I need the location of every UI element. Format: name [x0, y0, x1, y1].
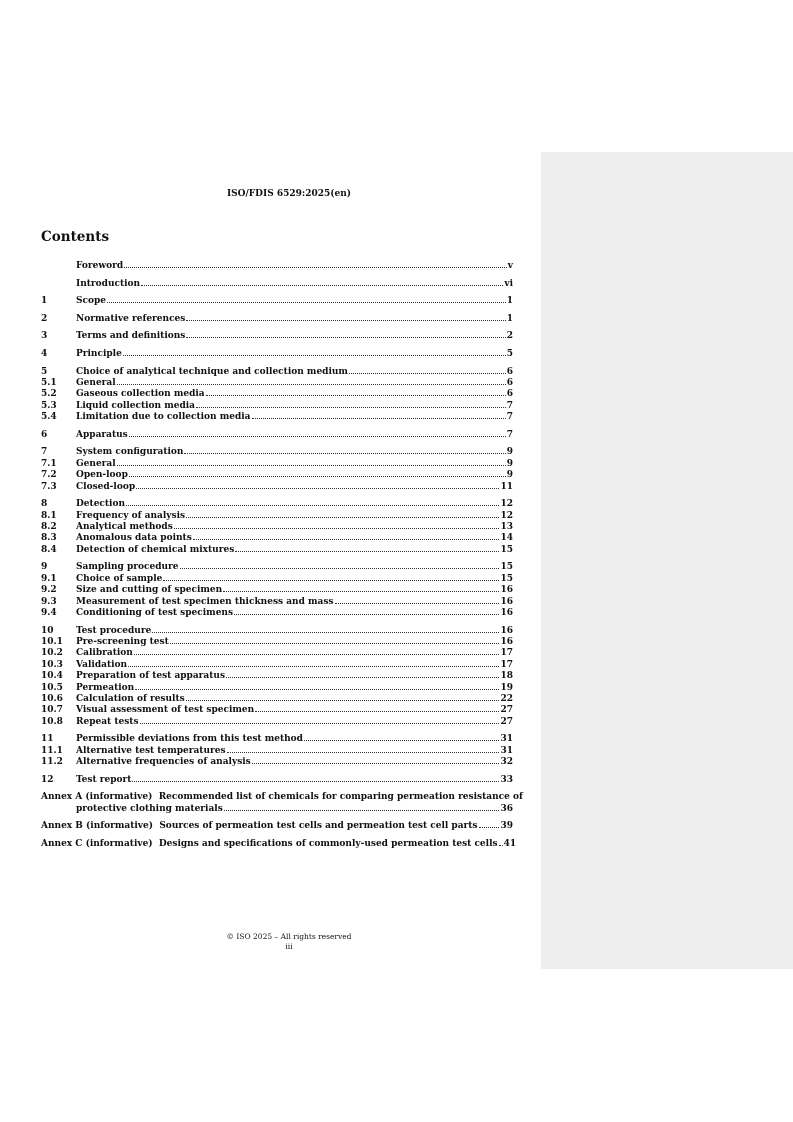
annex-a-title-line1: Recommended list of chemicals for comparing permeation resistance of	[158, 792, 523, 803]
toc-entry-number: 7.3	[41, 481, 57, 492]
toc-entry-number: 8.2	[41, 522, 57, 532]
toc-leader-dots	[223, 591, 499, 592]
toc-entry-title: Choice of analytical technique and collection medium	[76, 366, 348, 377]
toc-entry-page: 15	[500, 573, 513, 584]
toc-leader-dots	[252, 418, 506, 419]
toc-entry[interactable]	[41, 648, 513, 659]
toc-entry-title: Calculation of results	[76, 694, 185, 705]
toc-entry[interactable]	[41, 637, 513, 648]
toc-entry[interactable]	[41, 597, 513, 608]
toc-entry-number: 10.6	[41, 694, 63, 705]
toc-entry-page: 19	[500, 682, 513, 693]
toc-entry-title: Alternative test temperatures	[76, 745, 226, 756]
comment-pane	[541, 152, 793, 969]
toc-entry[interactable]	[41, 331, 513, 342]
toc-entry-number: 5.3	[41, 400, 57, 411]
toc-entry-number: 1	[41, 296, 48, 307]
toc-entry-page: 22	[500, 694, 513, 705]
toc-leader-dots	[117, 465, 506, 466]
toc-annex-b[interactable]	[41, 821, 513, 832]
toc-entry-title: Test procedure	[76, 625, 152, 636]
toc-entry[interactable]	[41, 734, 513, 745]
toc-leader-dots	[186, 320, 505, 321]
toc-entry-page: 6	[506, 366, 513, 377]
toc-leader-dots	[234, 614, 499, 615]
annex-c-page: 41	[503, 839, 517, 850]
toc-entry-number: 8.4	[41, 544, 57, 555]
toc-entry-page: 32	[500, 757, 513, 768]
toc-entry-title: Alternative frequencies of analysis	[76, 757, 251, 768]
toc-entry[interactable]	[41, 545, 513, 556]
toc-entry-number: 8.3	[41, 533, 57, 544]
toc-entry[interactable]	[41, 296, 513, 307]
toc-leader-dots	[140, 723, 500, 724]
toc-entry-page: 7	[506, 429, 513, 440]
toc-entry-title: General	[76, 377, 116, 388]
toc-entry-title: Permeation	[76, 682, 135, 693]
toc-entry-page: 7	[506, 412, 513, 423]
toc-entry-title: Detection	[76, 499, 126, 510]
table-of-contents	[41, 261, 523, 850]
toc-entry-number: 11.1	[41, 745, 63, 756]
toc-entry-page: 9	[506, 470, 513, 481]
toc-leader-dots	[180, 568, 500, 569]
toc-entry-number: 10.4	[41, 671, 63, 682]
toc-entry-title: Closed-loop	[76, 481, 136, 492]
toc-entry[interactable]	[41, 314, 513, 325]
toc-entry-number: 10	[41, 625, 54, 636]
toc-entry-title: Test report	[76, 774, 132, 785]
toc-leader-dots	[129, 476, 506, 477]
toc-entry[interactable]	[41, 499, 513, 510]
toc-entry-number: 9.3	[41, 596, 57, 607]
toc-entry-title: Gaseous collection media	[76, 389, 205, 400]
toc-leader-dots	[117, 384, 506, 385]
toc-leader-dots	[152, 632, 499, 633]
toc-entry-number: 11.2	[41, 757, 63, 768]
annex-b-page: 39	[500, 821, 513, 832]
toc-entry[interactable]	[41, 412, 513, 423]
page-number: iii	[285, 942, 293, 951]
copyright-notice: © ISO 2025 – All rights reserved	[226, 932, 352, 941]
toc-entry-number: 10.5	[41, 682, 63, 693]
toc-entry-title: Pre-screening test	[76, 637, 169, 648]
page-footer	[0, 932, 578, 952]
toc-leader-dots	[335, 603, 500, 604]
toc-entry[interactable]	[41, 511, 513, 522]
toc-entry[interactable]	[41, 683, 513, 694]
toc-entry-title: Detection of chemical mixtures	[76, 544, 235, 555]
toc-entry[interactable]	[41, 533, 513, 544]
toc-entry-page: 31	[500, 734, 513, 745]
toc-entry[interactable]	[41, 261, 513, 272]
toc-leader-dots	[193, 539, 500, 540]
toc-entry-title: Anomalous data points	[76, 533, 192, 544]
toc-entry[interactable]	[41, 757, 513, 768]
toc-entry-page: 15	[500, 562, 513, 573]
annex-a-title-line2: protective clothing materials	[76, 803, 223, 814]
toc-entry-title: Foreword	[76, 261, 124, 271]
toc-entry-number: 7.1	[41, 458, 57, 469]
toc-annex-a[interactable]	[41, 792, 523, 815]
toc-entry-number: 5.2	[41, 389, 57, 400]
toc-leader-dots	[174, 528, 500, 529]
toc-entry-page: 9	[506, 447, 513, 458]
toc-entry[interactable]	[41, 378, 513, 389]
toc-entry-number: 10.8	[41, 716, 63, 727]
toc-entry[interactable]	[41, 430, 513, 441]
toc-entry-page: 1	[506, 313, 513, 324]
toc-entry-title: Normative references	[76, 313, 186, 324]
toc-entry-title: Liquid collection media	[76, 400, 196, 411]
toc-leader-dots	[136, 488, 499, 489]
toc-rows	[41, 261, 513, 786]
toc-leader-dots	[107, 302, 506, 303]
toc-leader-dots	[135, 689, 499, 690]
toc-leader-dots	[134, 654, 500, 655]
toc-entry-number: 4	[41, 348, 48, 359]
toc-entry[interactable]	[41, 694, 513, 705]
toc-entry[interactable]	[41, 389, 513, 400]
toc-leader-dots	[499, 845, 503, 846]
toc-leader-dots	[129, 436, 506, 437]
toc-entry-page: 9	[506, 458, 513, 469]
toc-entry-number: 12	[41, 774, 54, 785]
toc-leader-dots	[123, 355, 506, 356]
toc-entry-page: 16	[500, 596, 513, 607]
toc-leader-dots	[184, 453, 505, 454]
annex-a-label: Annex A (informative)	[41, 792, 153, 803]
toc-entry-page: 17	[500, 659, 513, 670]
toc-leader-dots	[126, 505, 499, 506]
toc-entry-number: 7	[41, 447, 48, 458]
toc-leader-dots	[141, 285, 503, 286]
toc-entry-number: 10.1	[41, 637, 63, 648]
toc-entry-page: 14	[500, 533, 513, 544]
toc-entry-number: 11	[41, 734, 54, 745]
toc-entry-page: 33	[500, 774, 513, 785]
toc-entry[interactable]	[41, 585, 513, 596]
toc-annex-c[interactable]	[41, 839, 517, 850]
toc-entry-page: 27	[500, 705, 513, 716]
toc-leader-dots	[186, 337, 505, 338]
toc-entry-number: 10.2	[41, 648, 63, 659]
toc-entry-page: 5	[506, 348, 513, 359]
toc-leader-dots	[227, 752, 500, 753]
toc-leader-dots	[255, 711, 499, 712]
toc-entry-page: 16	[500, 585, 513, 596]
toc-entry-number: 10.3	[41, 659, 63, 670]
toc-leader-dots	[163, 580, 499, 581]
toc-entry[interactable]	[41, 401, 513, 412]
annex-b-label: Annex B (informative)	[41, 821, 154, 832]
toc-entry-page: 6	[506, 389, 513, 400]
toc-entry-title: Open-loop	[76, 470, 128, 481]
document-header: ISO/FDIS 6529:2025(en)	[226, 189, 352, 199]
toc-entry[interactable]	[41, 562, 513, 573]
toc-entry-page: 31	[500, 745, 513, 756]
toc-entry-page: 16	[500, 625, 513, 636]
toc-entry[interactable]	[41, 279, 513, 290]
toc-entry[interactable]	[41, 482, 513, 493]
toc-entry-number: 5.4	[41, 412, 57, 423]
toc-entry-title: Conditioning of test specimens	[76, 608, 234, 619]
toc-leader-dots	[226, 677, 499, 678]
toc-entry-page: 13	[500, 522, 513, 532]
toc-entry-page: 1	[506, 296, 513, 307]
toc-entry-title: Size and cutting of specimen	[76, 585, 223, 596]
toc-leader-dots	[235, 551, 499, 552]
toc-entry-title: Validation	[76, 659, 128, 670]
toc-entry-title: Visual assessment of test specimen	[76, 705, 255, 716]
toc-entry-number: 5	[41, 366, 48, 377]
toc-entry-number: 7.2	[41, 470, 57, 481]
toc-leader-dots	[170, 643, 500, 644]
toc-entry-title: Permissible deviations from this test method	[76, 734, 303, 745]
contents-title: Contents	[41, 229, 110, 245]
toc-entry-page: 27	[500, 716, 513, 727]
toc-entry[interactable]	[41, 367, 513, 378]
toc-leader-dots	[124, 267, 507, 268]
toc-leader-dots	[128, 666, 499, 667]
annex-a-page: 36	[500, 803, 513, 814]
toc-entry-title: General	[76, 458, 116, 469]
toc-entry[interactable]	[41, 705, 513, 716]
toc-entry-title: Sampling procedure	[76, 562, 179, 573]
annex-c-label: Annex C (informative)	[41, 839, 153, 850]
toc-entry-page: 6	[506, 377, 513, 388]
toc-entry-page: 16	[500, 637, 513, 648]
toc-entry[interactable]	[41, 746, 513, 757]
toc-entry-title: Scope	[76, 296, 107, 307]
toc-leader-dots	[206, 395, 506, 396]
toc-leader-dots	[196, 407, 506, 408]
toc-entry-title: Terms and definitions	[76, 331, 186, 342]
toc-entry[interactable]	[41, 660, 513, 671]
toc-entry-number: 9	[41, 562, 48, 573]
annex-b-title: Sources of permeation test cells and permeation test cell parts	[159, 821, 478, 832]
toc-entry-number: 9.2	[41, 585, 57, 596]
toc-entry-number: 9.4	[41, 608, 57, 619]
annex-c-title: Designs and specifications of commonly-used permeation test cells	[158, 839, 498, 850]
toc-entry[interactable]	[41, 626, 513, 637]
toc-entry-title: Calibration	[76, 648, 133, 659]
toc-leader-dots	[186, 517, 499, 518]
toc-entry-title: Frequency of analysis	[76, 510, 186, 521]
toc-entry-title: Apparatus	[76, 429, 128, 440]
toc-entry-number: 5.1	[41, 377, 57, 388]
toc-entry[interactable]	[41, 717, 513, 728]
toc-entry-page: 7	[506, 400, 513, 411]
toc-entry-title: Limitation due to collection media	[76, 412, 251, 423]
toc-entry-title: Analytical methods	[76, 522, 173, 532]
toc-leader-dots	[224, 810, 500, 811]
toc-entry-number: 8	[41, 499, 48, 510]
toc-entry-page: v	[507, 261, 513, 271]
toc-entry[interactable]	[41, 574, 513, 585]
toc-entry[interactable]	[41, 447, 513, 458]
toc-leader-dots	[349, 373, 506, 374]
toc-entry-title: Principle	[76, 348, 122, 359]
toc-leader-dots	[304, 740, 500, 741]
toc-entry-number: 6	[41, 429, 48, 440]
toc-entry-page: 17	[500, 648, 513, 659]
toc-entry-number: 8.1	[41, 510, 57, 521]
toc-leader-dots	[186, 700, 500, 701]
toc-entry-page: 16	[500, 608, 513, 619]
toc-entry-title: System configuration	[76, 447, 184, 458]
toc-leader-dots	[132, 781, 499, 782]
toc-entry-number: 10.7	[41, 705, 63, 716]
toc-entry-page: 2	[506, 331, 513, 342]
toc-entry-page: 12	[500, 510, 513, 521]
toc-entry-number: 3	[41, 331, 48, 342]
toc-entry[interactable]	[41, 608, 513, 619]
toc-entry-page: 12	[500, 499, 513, 510]
toc-leader-dots	[252, 763, 500, 764]
toc-entry[interactable]	[41, 459, 513, 470]
toc-entry[interactable]	[41, 470, 513, 481]
toc-entry[interactable]	[41, 522, 513, 533]
toc-leader-dots	[479, 827, 500, 828]
toc-entry-title: Repeat tests	[76, 716, 139, 727]
toc-entry[interactable]	[41, 349, 513, 360]
toc-entry-number: 2	[41, 313, 48, 324]
toc-entry-title: Measurement of test specimen thickness and mass	[76, 596, 334, 607]
toc-entry[interactable]	[41, 671, 513, 682]
toc-entry-number: 9.1	[41, 573, 57, 584]
toc-entry-page: 11	[500, 481, 513, 492]
toc-entry-page: 15	[500, 544, 513, 555]
toc-entry-page: vi	[504, 278, 513, 289]
toc-entry-title: Preparation of test apparatus	[76, 671, 226, 682]
toc-entry-title: Introduction	[76, 278, 141, 289]
toc-entry[interactable]	[41, 775, 513, 786]
toc-entry-page: 18	[500, 671, 513, 682]
toc-entry-title: Choice of sample	[76, 573, 163, 584]
